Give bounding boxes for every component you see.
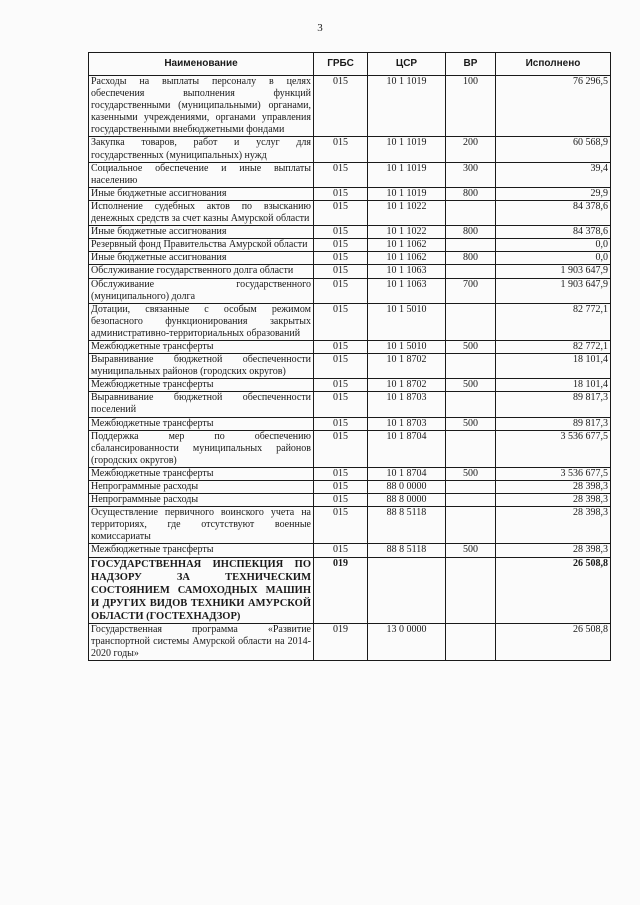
row-csr-cell: 10 1 8703: [368, 417, 446, 430]
row-name-cell: Государственная программа «Развитие транспортной системы Амурской области на 2014-2020 годы»: [89, 623, 314, 660]
row-csr-cell: 10 1 1019: [368, 187, 446, 200]
row-csr-cell: 10 1 1019: [368, 137, 446, 162]
row-vr-cell: [446, 354, 496, 379]
row-grbs-cell: 015: [314, 239, 368, 252]
table-row: [89, 507, 611, 544]
table-row: [89, 354, 611, 379]
row-vr-cell: [446, 481, 496, 494]
row-name-cell: Межбюджетные трансферты: [89, 417, 314, 430]
table-body: [89, 76, 611, 661]
row-name-cell: Обслуживание государственного долга области: [89, 265, 314, 278]
row-name-cell: Исполнение судебных актов по взысканию денежных средств за счет казны Амурской области: [89, 200, 314, 225]
row-grbs-cell: 019: [314, 557, 368, 623]
row-amount-cell: 82 772,1: [496, 303, 611, 340]
row-amount-cell: 18 101,4: [496, 379, 611, 392]
row-vr-cell: 800: [446, 226, 496, 239]
row-csr-cell: 10 1 5010: [368, 340, 446, 353]
row-name-cell: Дотации, связанные с особым режимом безопасного функционирования закрытых административно-территориальных образований: [89, 303, 314, 340]
row-vr-cell: [446, 507, 496, 544]
row-name-cell: Межбюджетные трансферты: [89, 544, 314, 557]
row-vr-cell: [446, 392, 496, 417]
row-amount-cell: 39,4: [496, 162, 611, 187]
row-amount-cell: 28 398,3: [496, 544, 611, 557]
table-row: [89, 76, 611, 137]
row-vr-cell: 700: [446, 278, 496, 303]
row-name-cell: Резервный фонд Правительства Амурской области: [89, 239, 314, 252]
row-csr-cell: 88 8 5118: [368, 507, 446, 544]
row-csr-cell: 10 1 8702: [368, 354, 446, 379]
row-amount-cell: 89 817,3: [496, 392, 611, 417]
row-csr-cell: 10 1 1022: [368, 200, 446, 225]
row-vr-cell: 500: [446, 340, 496, 353]
row-grbs-cell: 015: [314, 430, 368, 467]
row-name-cell: Социальное обеспечение и иные выплаты населению: [89, 162, 314, 187]
table-row: [89, 417, 611, 430]
row-amount-cell: 28 398,3: [496, 507, 611, 544]
row-vr-cell: [446, 430, 496, 467]
row-grbs-cell: 015: [314, 187, 368, 200]
row-amount-cell: 18 101,4: [496, 354, 611, 379]
row-grbs-cell: 015: [314, 379, 368, 392]
row-grbs-cell: 015: [314, 354, 368, 379]
row-amount-cell: 84 378,6: [496, 226, 611, 239]
header-name: Наименование: [89, 53, 314, 76]
row-grbs-cell: 015: [314, 226, 368, 239]
row-csr-cell: 10 1 8703: [368, 392, 446, 417]
row-vr-cell: [446, 557, 496, 623]
table-row: [89, 494, 611, 507]
row-name-cell: Расходы на выплаты персоналу в целях обеспечения выполнения функций государственными (муниципальными) органами, казенными учреждениями, органами управления государственными внебюджетными фондами: [89, 76, 314, 137]
table-row: [89, 226, 611, 239]
table-row: [89, 467, 611, 480]
header-grbs: ГРБС: [314, 53, 368, 76]
row-vr-cell: [446, 623, 496, 660]
row-csr-cell: 13 0 0000: [368, 623, 446, 660]
row-grbs-cell: 015: [314, 417, 368, 430]
row-csr-cell: 10 1 1063: [368, 278, 446, 303]
row-csr-cell: 10 1 8704: [368, 430, 446, 467]
table-row: [89, 265, 611, 278]
header-vr: ВР: [446, 53, 496, 76]
row-vr-cell: 300: [446, 162, 496, 187]
row-vr-cell: [446, 239, 496, 252]
row-csr-cell: 88 8 5118: [368, 544, 446, 557]
row-vr-cell: 200: [446, 137, 496, 162]
table-row: [89, 137, 611, 162]
table-row: [89, 379, 611, 392]
row-csr-cell: 10 1 8704: [368, 467, 446, 480]
row-grbs-cell: 015: [314, 481, 368, 494]
row-grbs-cell: 015: [314, 278, 368, 303]
table-row: [89, 623, 611, 660]
row-amount-cell: 3 536 677,5: [496, 467, 611, 480]
table-row: [89, 481, 611, 494]
table-row: [89, 392, 611, 417]
row-name-cell: Межбюджетные трансферты: [89, 340, 314, 353]
row-grbs-cell: 015: [314, 494, 368, 507]
row-grbs-cell: 015: [314, 137, 368, 162]
row-csr-cell: 10 1 1022: [368, 226, 446, 239]
row-name-cell: Обслуживание государственного (муниципального) долга: [89, 278, 314, 303]
row-amount-cell: 89 817,3: [496, 417, 611, 430]
row-grbs-cell: 015: [314, 76, 368, 137]
header-csr: ЦСР: [368, 53, 446, 76]
header-executed: Исполнено: [496, 53, 611, 76]
table-row: [89, 162, 611, 187]
row-grbs-cell: 015: [314, 265, 368, 278]
row-amount-cell: 26 508,8: [496, 623, 611, 660]
row-amount-cell: 1 903 647,9: [496, 278, 611, 303]
row-name-cell: Иные бюджетные ассигнования: [89, 187, 314, 200]
row-amount-cell: 0,0: [496, 252, 611, 265]
row-grbs-cell: 015: [314, 162, 368, 187]
table-row: [89, 544, 611, 557]
row-vr-cell: 500: [446, 544, 496, 557]
budget-table: [88, 52, 611, 661]
row-name-cell: Выравнивание бюджетной обеспеченности муниципальных районов (городских округов): [89, 354, 314, 379]
row-name-cell: Выравнивание бюджетной обеспеченности поселений: [89, 392, 314, 417]
row-csr-cell: 88 0 0000: [368, 481, 446, 494]
row-csr-cell: 10 1 1062: [368, 239, 446, 252]
row-vr-cell: 500: [446, 417, 496, 430]
row-grbs-cell: 015: [314, 252, 368, 265]
row-amount-cell: 60 568,9: [496, 137, 611, 162]
row-name-cell: Межбюджетные трансферты: [89, 379, 314, 392]
row-csr-cell: 88 8 0000: [368, 494, 446, 507]
row-csr-cell: 10 1 5010: [368, 303, 446, 340]
row-amount-cell: 28 398,3: [496, 494, 611, 507]
row-grbs-cell: 015: [314, 200, 368, 225]
table-header-row: [89, 53, 611, 76]
row-csr-cell: 10 1 8702: [368, 379, 446, 392]
row-vr-cell: 100: [446, 76, 496, 137]
table-row: [89, 303, 611, 340]
row-name-cell: Непрограммные расходы: [89, 481, 314, 494]
table-row: [89, 557, 611, 623]
row-csr-cell: 10 1 1063: [368, 265, 446, 278]
row-vr-cell: [446, 200, 496, 225]
row-amount-cell: 82 772,1: [496, 340, 611, 353]
table-row: [89, 200, 611, 225]
row-vr-cell: 500: [446, 379, 496, 392]
row-name-cell: Закупка товаров, работ и услуг для государственных (муниципальных) нужд: [89, 137, 314, 162]
row-vr-cell: [446, 494, 496, 507]
row-grbs-cell: 015: [314, 392, 368, 417]
row-amount-cell: 3 536 677,5: [496, 430, 611, 467]
row-amount-cell: 84 378,6: [496, 200, 611, 225]
row-vr-cell: 800: [446, 187, 496, 200]
row-vr-cell: [446, 265, 496, 278]
row-name-cell: Непрограммные расходы: [89, 494, 314, 507]
table-row: [89, 278, 611, 303]
table-row: [89, 340, 611, 353]
row-name-cell: ГОСУДАРСТВЕННАЯ ИНСПЕКЦИЯ ПО НАДЗОРУ ЗА ТЕХНИЧЕСКИМ СОСТОЯНИЕМ САМОХОДНЫХ МАШИН И ДРУГИХ ВИДОВ ТЕХНИКИ АМУРСКОЙ ОБЛАСТИ (ГОСТЕХНАДЗОР): [89, 557, 314, 623]
row-name-cell: Межбюджетные трансферты: [89, 467, 314, 480]
row-csr-cell: [368, 557, 446, 623]
row-vr-cell: 800: [446, 252, 496, 265]
table-row: [89, 430, 611, 467]
row-amount-cell: 29,9: [496, 187, 611, 200]
row-amount-cell: 0,0: [496, 239, 611, 252]
row-csr-cell: 10 1 1019: [368, 162, 446, 187]
row-amount-cell: 76 296,5: [496, 76, 611, 137]
row-grbs-cell: 015: [314, 544, 368, 557]
row-csr-cell: 10 1 1062: [368, 252, 446, 265]
row-name-cell: Поддержка мер по обеспечению сбалансированности муниципальных районов (городских округов): [89, 430, 314, 467]
row-grbs-cell: 015: [314, 340, 368, 353]
row-csr-cell: 10 1 1019: [368, 76, 446, 137]
row-grbs-cell: 015: [314, 467, 368, 480]
row-amount-cell: 28 398,3: [496, 481, 611, 494]
table-row: [89, 239, 611, 252]
row-vr-cell: 500: [446, 467, 496, 480]
row-name-cell: Иные бюджетные ассигнования: [89, 226, 314, 239]
table-row: [89, 252, 611, 265]
row-grbs-cell: 015: [314, 507, 368, 544]
table-row: [89, 187, 611, 200]
row-amount-cell: 26 508,8: [496, 557, 611, 623]
row-grbs-cell: 015: [314, 303, 368, 340]
row-amount-cell: 1 903 647,9: [496, 265, 611, 278]
row-name-cell: Иные бюджетные ассигнования: [89, 252, 314, 265]
row-name-cell: Осуществление первичного воинского учета на территориях, где отсутствуют военные комиссариаты: [89, 507, 314, 544]
row-vr-cell: [446, 303, 496, 340]
row-grbs-cell: 019: [314, 623, 368, 660]
page-number: 3: [317, 22, 323, 34]
